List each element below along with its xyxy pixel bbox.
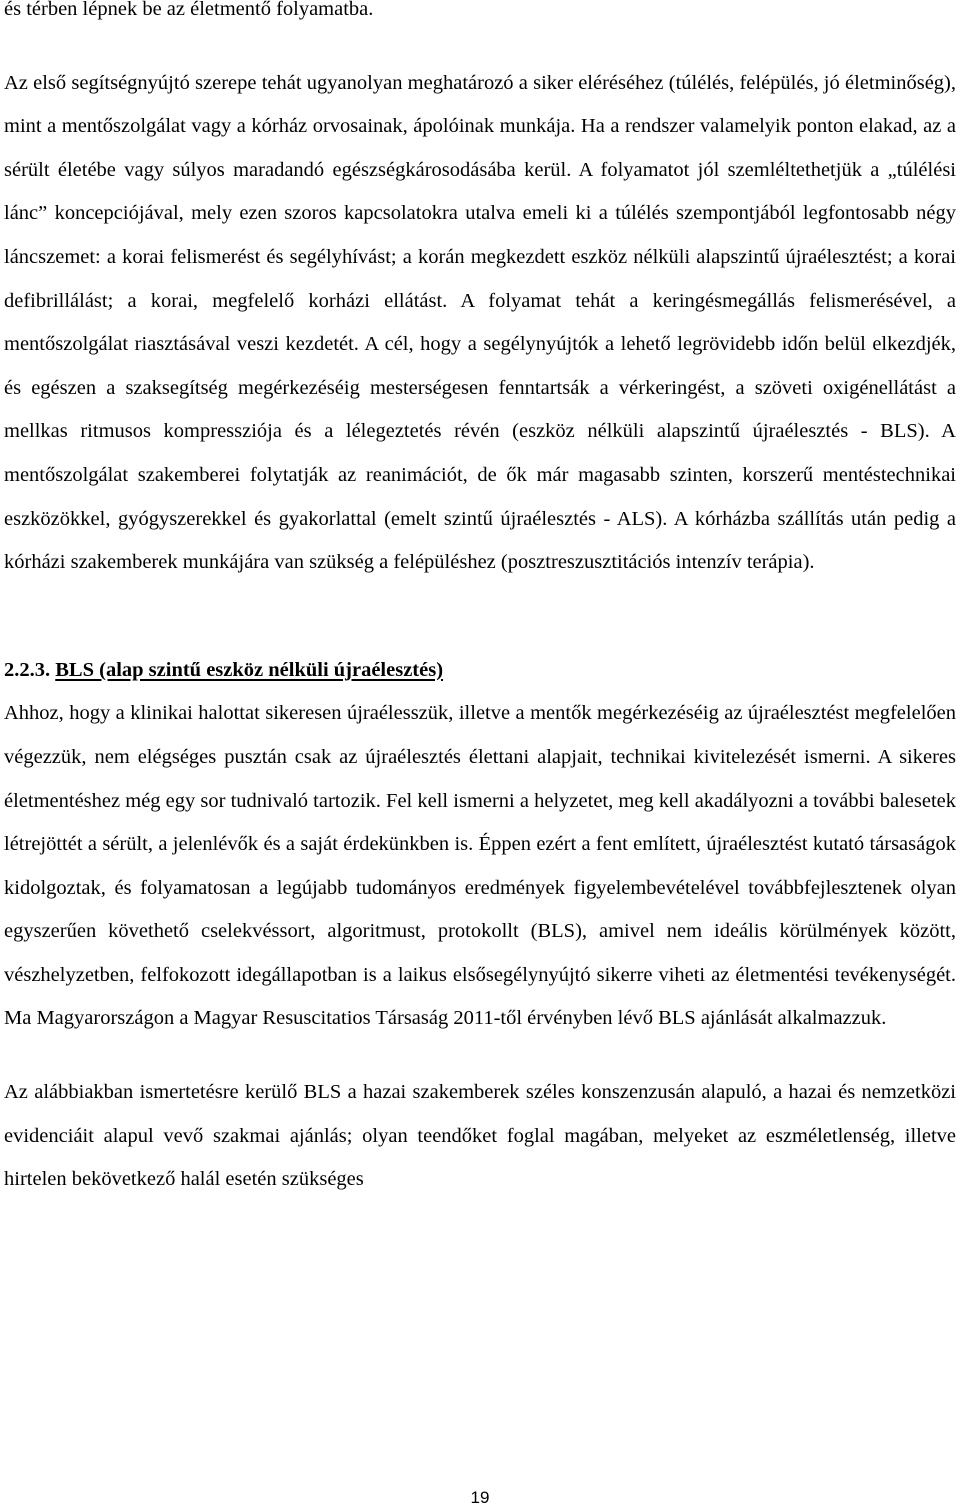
section-title: BLS (alap szintű eszköz nélküli újraélesztés) — [55, 658, 444, 681]
paragraph-gap — [4, 32, 956, 62]
paragraph-gap — [4, 1041, 956, 1071]
paragraph-bls-intro: Ahhoz, hogy a klinikai halottat sikeresen újraélesszük, illetve a mentők megérkezéséig az újraélesztést megfelelően végezzük, nem elégséges pusztán csak az újraélesztés élettani alapjait, technikai kivitelezését ismerni. A sikeres életmentéshez még egy sor tudnivaló tartozik. Fel kell ismerni a helyzetet, meg kell akadályozni a további balesetek létrejöttét a sérült, a jelenlévők és a saját érdekünkben is. Éppen ezért a fent említett, újraélesztést kutató társaságok kidolgoztak, és folyamatosan a legújabb tudományos eredmények figyelembevételével továbbfejlesztenek olyan egyszerűen követhető cselekvéssort, algoritmust, protokollt (BLS), amivel nem ideális körülmények között, vészhelyzetben, felfokozott idegállapotban is a laikus elsősegélynyújtó sikerre viheti az életmentési tevékenységét. Ma Magyarországon a Magyar Resuscitatios Társaság 2011-től érvényben lévő BLS ajánlását alkalmazzuk. — [4, 702, 956, 1030]
section-heading — [4, 649, 956, 693]
opening-line: és térben lépnek be az életmentő folyamatba. — [4, 0, 374, 20]
paragraph-survival-chain: Az első segítségnyújtó szerepe tehát ugyanolyan meghatározó a siker eléréséhez (túlélés, felépülés, jó életminőség), mint a mentőszolgálat vagy a kórház orvosainak, ápolóinak munkája. Ha a rendszer valamelyik ponton elakad, az a sérült életébe vagy súlyos maradandó egészségkárosodásába kerül. A folyamatot jól szemléltethetjük a „túlélési lánc” koncepciójával, mely ezen szoros kapcsolatokra utalva emeli ki a túlélés szempontjából legfontosabb négy láncszemet: a korai felismerést és segélyhívást; a korán megkezdett eszköz nélküli alapszintű újraélesztést; a korai defibrillálást; a korai, megfelelő korházi ellátást. A folyamat tehát a keringésmegállás felismerésével, a mentőszolgálat riasztásával veszi kezdetét. A cél, hogy a segélynyújtók a lehető legrövidebb időn belül elkezdjék, és egészen a szaksegítség megérkezéséig mesterségesen fenntartsák a vérkeringést, a szöveti oxigénellátást a mellkas ritmusos kompressziója és a lélegeztetés révén (eszköz nélküli alapszintű újraélesztés - BLS). A mentőszolgálat szakemberei folytatják az reanimációt, de ők már magasabb szinten, korszerű mentéstechnikai eszközökkel, gyógyszerekkel és gyakorlattal (emelt szintű újraélesztés - ALS). A kórházba szállítás után pedig a kórházi szakemberek munkájára van szükség a felépüléshez (posztreszusztitációs intenzív terápia). — [4, 71, 956, 574]
page-number: 19 — [470, 1488, 490, 1507]
section-number: 2.2.3. — [4, 658, 51, 681]
paragraph-bls-recommendation: Az alábbiakban ismertetésre kerülő BLS a hazai szakemberek széles konszenzusán alapuló, a hazai és nemzetközi evidenciáit alapul vevő szakmai ajánlás; olyan teendőket foglal magában, melyeket az eszméletlenség, illetve hirtelen bekövetkező halál esetén szükséges — [4, 1081, 956, 1191]
section-gap — [4, 585, 956, 649]
document-page — [4, 0, 956, 1202]
